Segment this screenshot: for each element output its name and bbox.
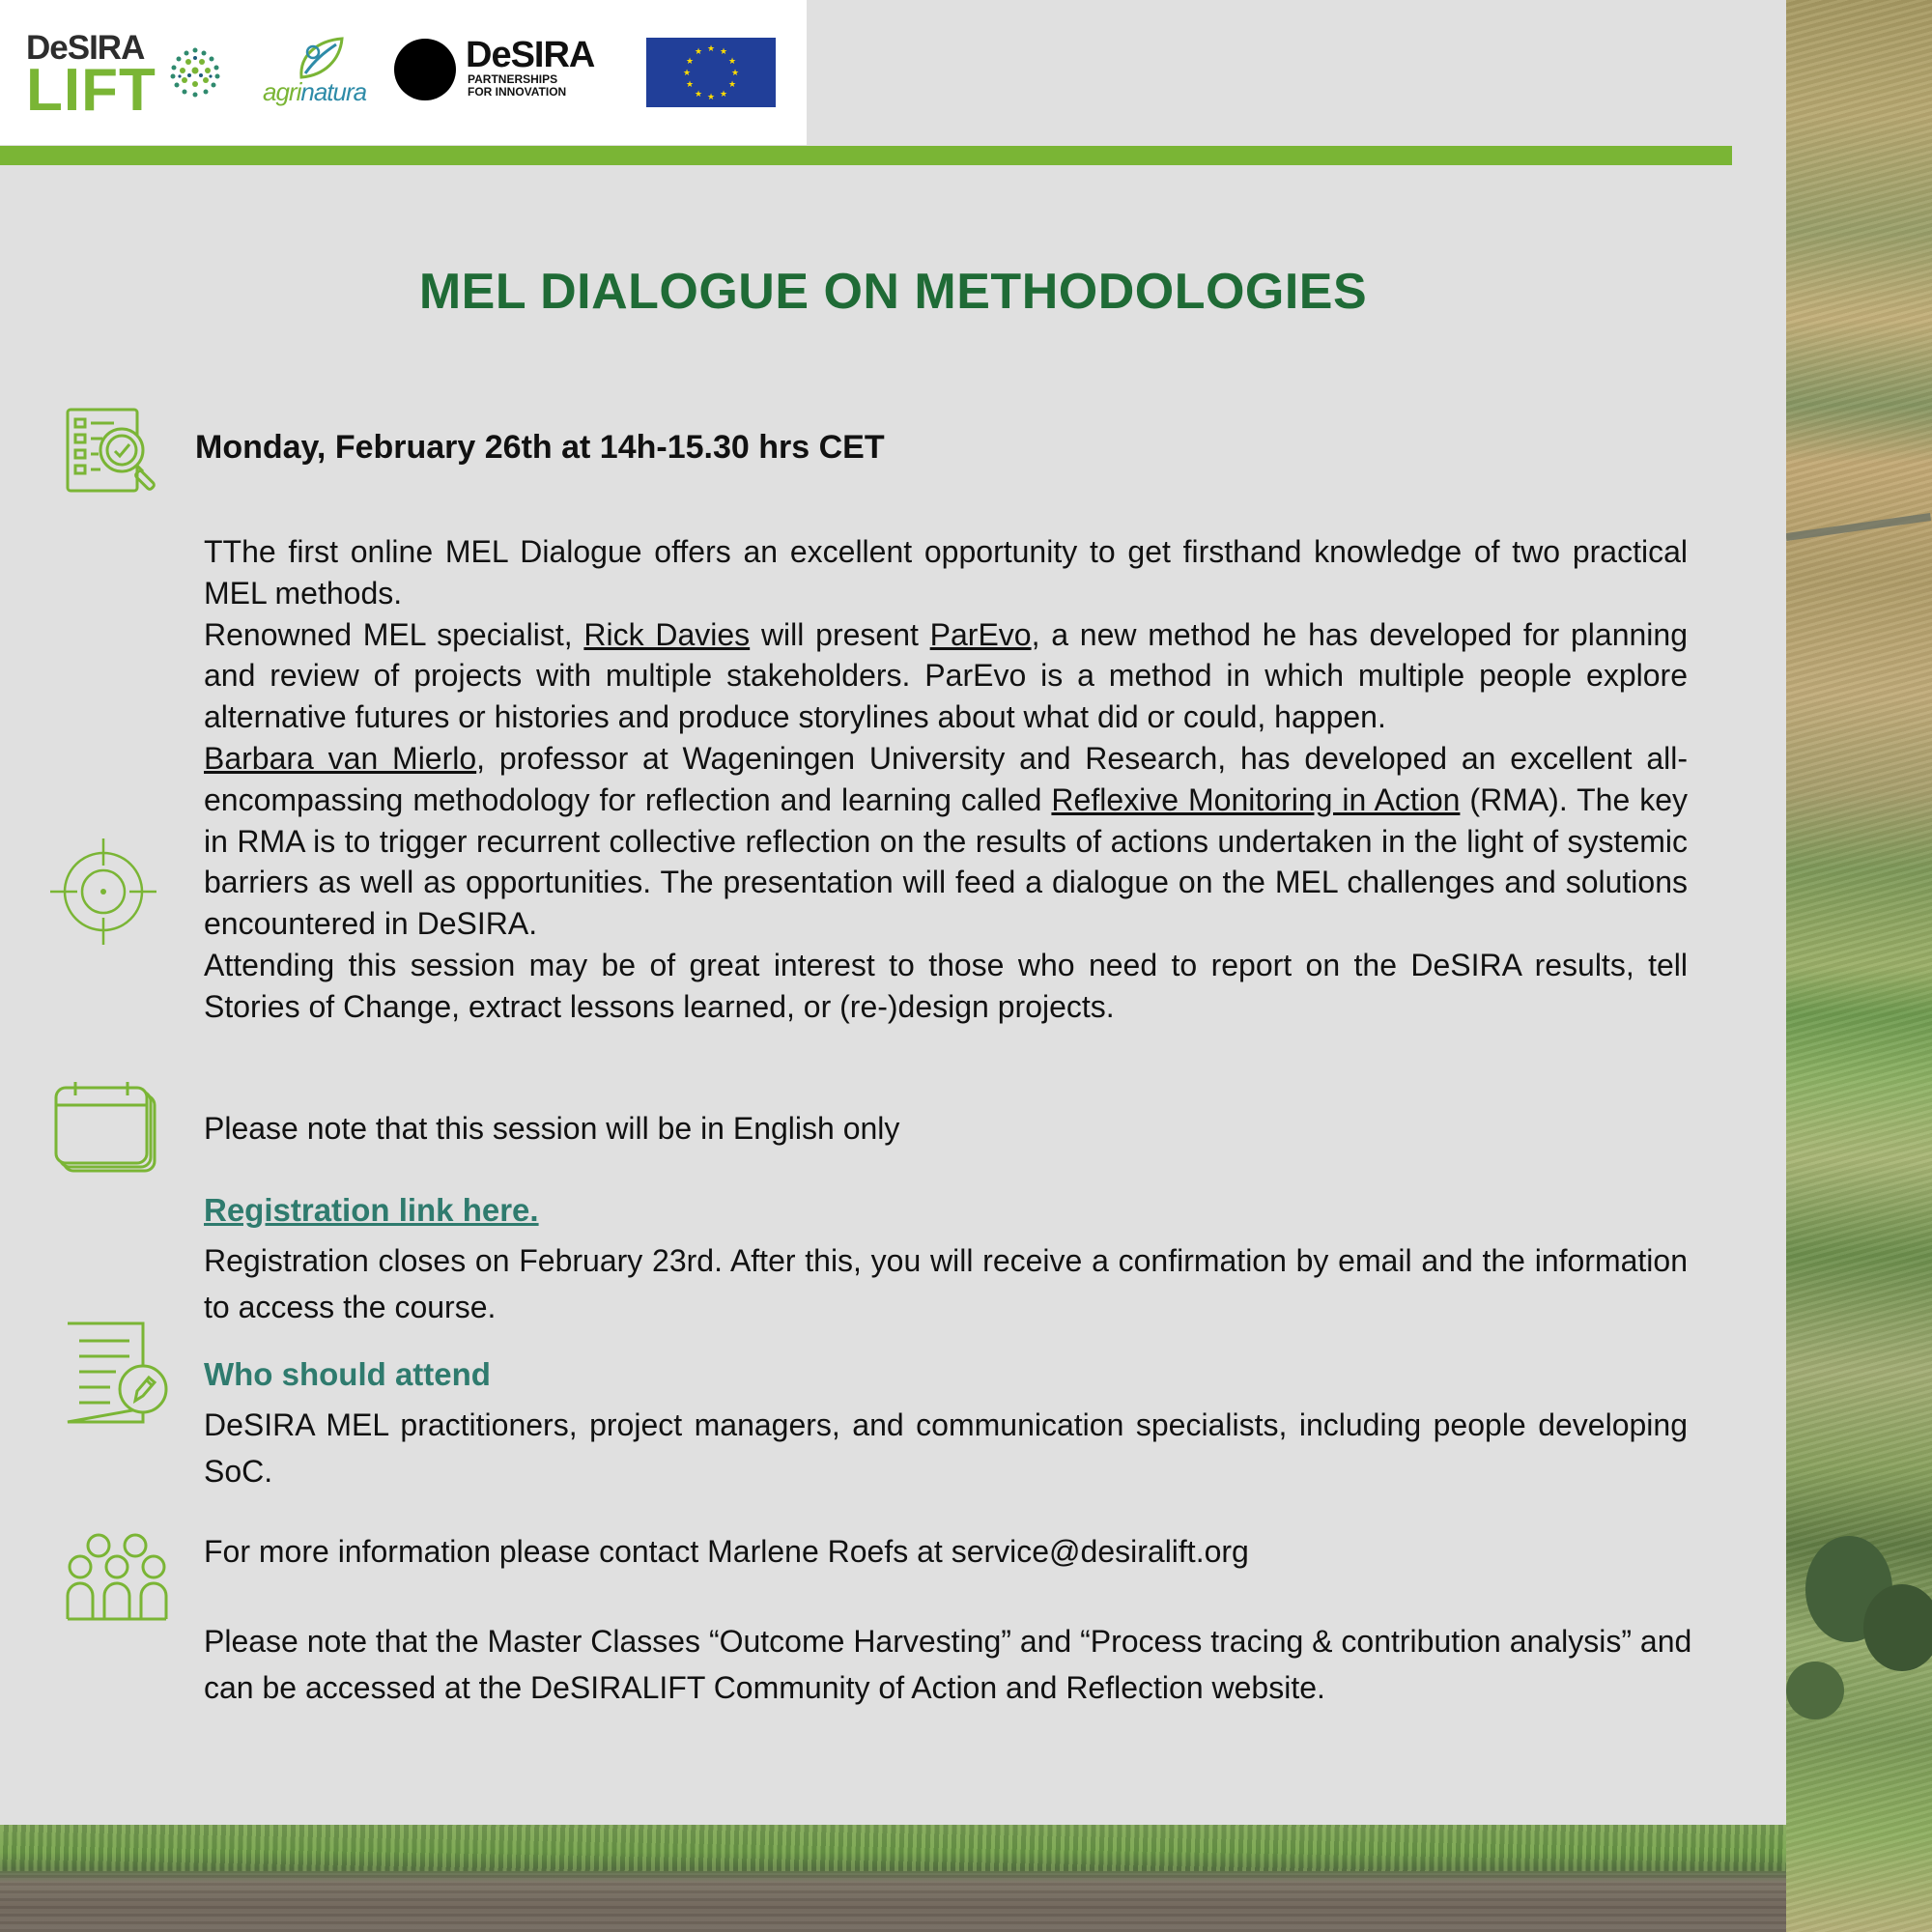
agrinatura-logo: agrinatura [259,35,365,112]
field-photo-bottom [0,1825,1786,1932]
who-should-attend-text: DeSIRA MEL practitioners, project managers, and communication specialists, including people developing SoC. [204,1407,1688,1489]
registration-text: Registration closes on February 23rd. After this, you will receive a confirmation by email and the information to access the course. [204,1243,1688,1324]
rma-paragraph: Barbara van Mierlo, professor at Wageningen University and Research, has developed an excellent all-encompassing methodology for reflection and learning called Reflexive Monitoring in Action (RMA). The key in RMA is to trigger recurrent collective reflection on the results of actions undertaken in the light of systemic barriers as well as opportunities. The presentation will feed a dialogue on the MEL challenges and solutions encountered in DeSIRA. [204,740,1689,942]
svg-text:★: ★ [719,90,728,99]
registration-link[interactable]: Registration link here. [204,1192,539,1228]
svg-text:★: ★ [706,93,716,102]
page-title: MEL DIALOGUE ON METHODOLOGIES [418,264,1368,320]
black-circle-icon [394,39,456,100]
dots-globe-icon [167,44,223,100]
svg-text:★: ★ [730,69,740,78]
audience-paragraph: Attending this session may be of great interest to those who need to report on the DeSIRA results, tell Stories of Change, extract lessons learned, or (re-)design projects. [204,947,1688,1024]
target-crosshair-icon [50,838,156,945]
header-divider [0,146,1732,165]
svg-text:★: ★ [727,57,737,67]
svg-text:★: ★ [706,44,716,54]
svg-text:★: ★ [694,90,703,99]
rma-link[interactable]: Reflexive Monitoring in Action [1051,781,1461,817]
eu-stars-icon [646,38,776,107]
people-group-icon [66,1532,168,1623]
barbara-van-mierlo-link[interactable]: Barbara van Mierlo [204,740,477,776]
parevo-paragraph: Renowned MEL specialist, Rick Davies will present ParEvo, a new method he has developed for planning and review of projects with multiple stakeholders. ParEvo is a method in which multiple people explore alternative futures or histories and produce storylines about what did or could, happen. [204,616,1689,735]
contact-info: For more information please contact Marlene Roefs at service@desiralift.org [204,1534,1249,1569]
field-photo-strip [1786,0,1932,1932]
intro-paragraph: TThe first online MEL Dialogue offers an excellent opportunity to get firsthand knowledge of two practical MEL methods. [204,534,1688,611]
eu-flag-logo [646,38,776,107]
header-logo-bar [0,0,807,145]
svg-text:★: ★ [685,57,695,67]
who-should-attend-heading: Who should attend [204,1356,491,1392]
parevo-link[interactable]: ParEvo [929,616,1032,652]
master-classes-note: Please note that the Master Classes “Outcome Harvesting” and “Process tracing & contribution analysis” and can be accessed at the DeSIRALIFT Community of Action and Reflection website. [204,1624,1692,1705]
desira-partnerships-logo: DeSIRA PARTNERSHIPS FOR INNOVATION [392,37,614,104]
svg-text:★: ★ [682,69,692,78]
leaf-icon [292,35,350,81]
svg-text:★: ★ [694,47,703,57]
svg-text:★: ★ [727,80,737,90]
language-note: Please note that this session will be in English only [204,1111,900,1146]
rick-davies-link[interactable]: Rick Davies [583,616,751,652]
document-edit-icon [66,1321,170,1426]
desira-lift-logo: DeSIRA LIFT [26,29,229,118]
svg-text:★: ★ [685,80,695,90]
calendar-icon [54,1082,158,1175]
event-description [204,531,1688,1028]
svg-text:★: ★ [719,47,728,57]
checklist-magnifier-icon [66,408,172,495]
event-date: Monday, February 26th at 14h-15.30 hrs CET [195,429,885,466]
